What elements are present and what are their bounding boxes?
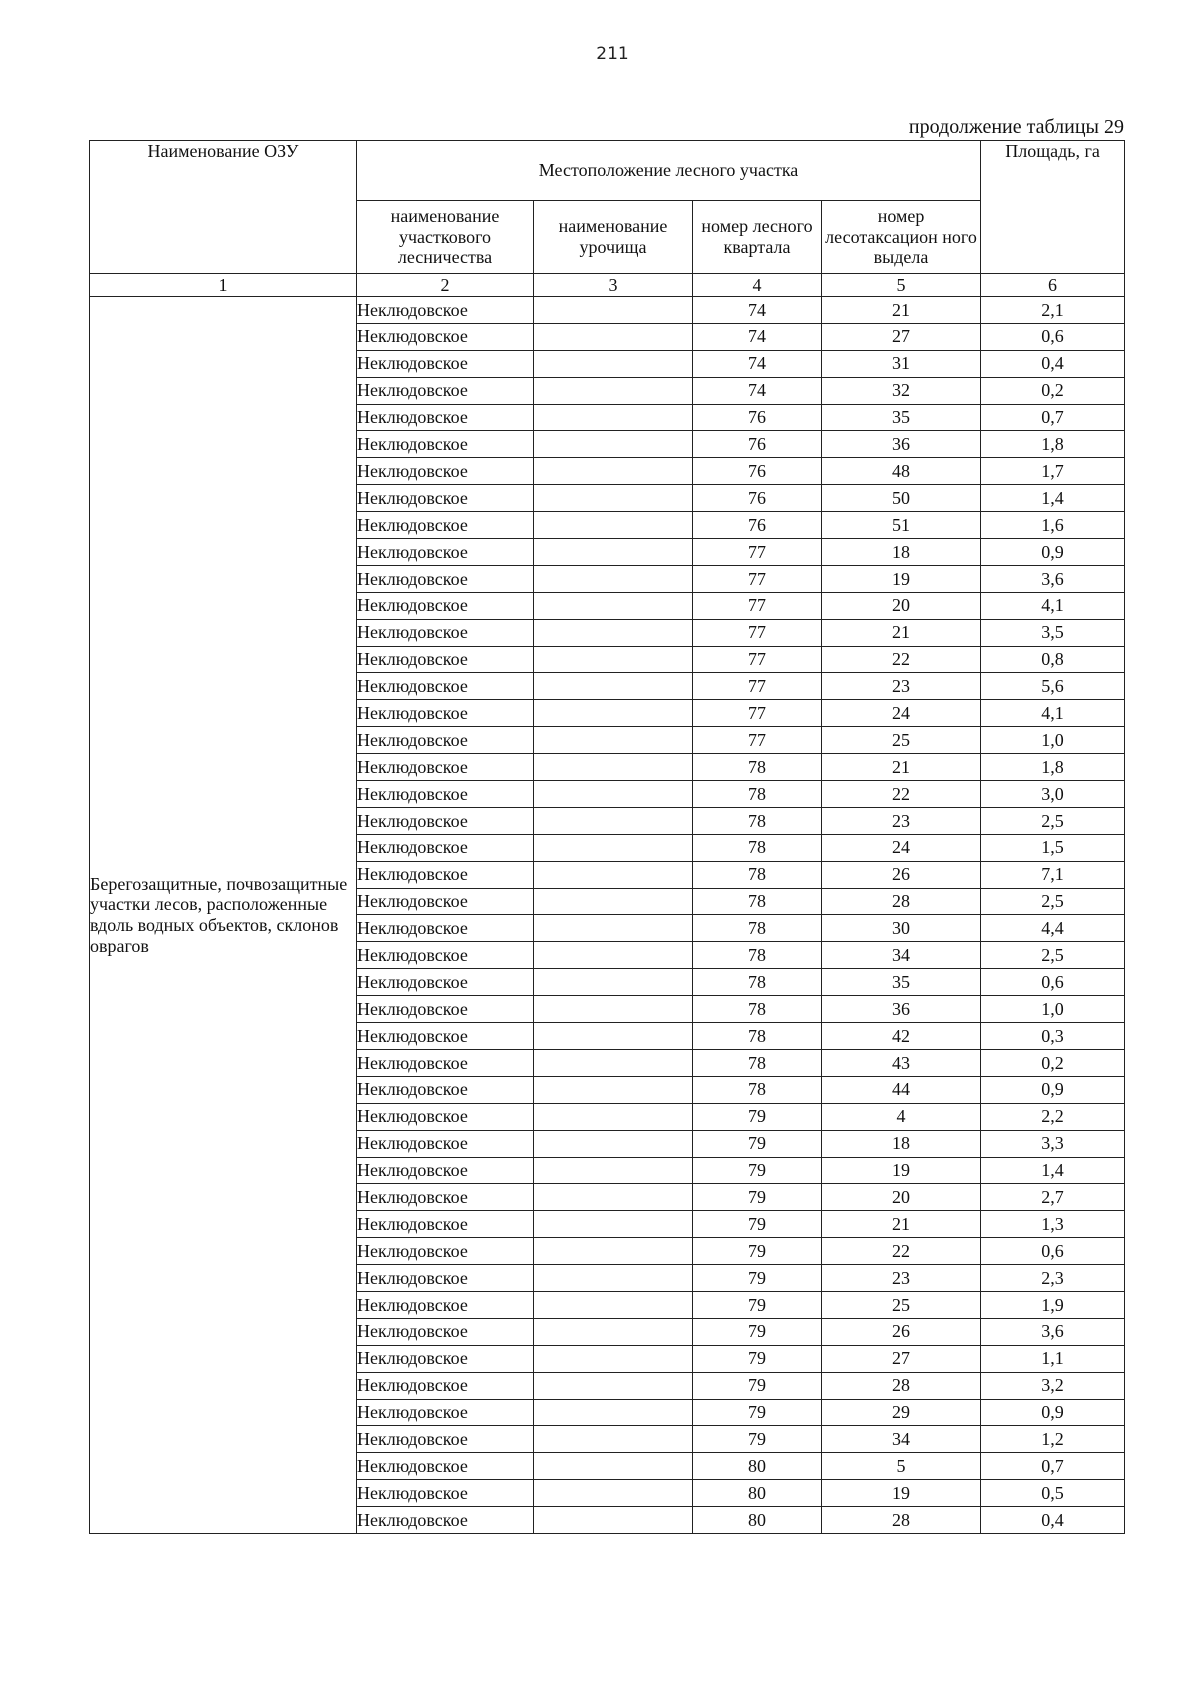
tract-cell — [534, 888, 693, 915]
table-continuation-label: продолжение таблицы 29 — [908, 116, 1124, 138]
section-cell: 28 — [822, 888, 981, 915]
page-number: 211 — [596, 44, 629, 64]
quarter-cell: 74 — [693, 350, 822, 377]
area-cell: 2,7 — [981, 1184, 1125, 1211]
area-cell: 0,7 — [981, 404, 1125, 431]
area-cell: 0,2 — [981, 1049, 1125, 1076]
quarter-cell: 76 — [693, 404, 822, 431]
tract-cell — [534, 996, 693, 1023]
quarter-cell: 77 — [693, 727, 822, 754]
quarter-cell: 78 — [693, 754, 822, 781]
area-cell: 3,6 — [981, 565, 1125, 592]
tract-cell — [534, 781, 693, 808]
tract-cell — [534, 1480, 693, 1507]
tract-cell — [534, 1507, 693, 1534]
area-cell: 4,1 — [981, 592, 1125, 619]
section-cell: 20 — [822, 592, 981, 619]
tract-cell — [534, 1265, 693, 1292]
district-cell: Неклюдовское — [357, 646, 534, 673]
quarter-cell: 78 — [693, 969, 822, 996]
quarter-cell: 78 — [693, 1076, 822, 1103]
header-tract-name: наименование урочища — [534, 201, 693, 274]
header-area: Площадь, га — [981, 141, 1125, 274]
quarter-cell: 78 — [693, 781, 822, 808]
tract-cell — [534, 431, 693, 458]
district-cell: Неклюдовское — [357, 942, 534, 969]
area-cell: 0,6 — [981, 1238, 1125, 1265]
tract-cell — [534, 1157, 693, 1184]
area-cell: 2,5 — [981, 942, 1125, 969]
district-cell: Неклюдовское — [357, 404, 534, 431]
district-cell: Неклюдовское — [357, 512, 534, 539]
section-cell: 24 — [822, 700, 981, 727]
quarter-cell: 74 — [693, 297, 822, 324]
district-cell: Неклюдовское — [357, 377, 534, 404]
district-cell: Неклюдовское — [357, 1480, 534, 1507]
area-cell: 0,9 — [981, 1076, 1125, 1103]
area-cell: 0,9 — [981, 1399, 1125, 1426]
section-cell: 28 — [822, 1507, 981, 1534]
section-cell: 23 — [822, 1265, 981, 1292]
area-cell: 2,5 — [981, 888, 1125, 915]
section-cell: 30 — [822, 915, 981, 942]
column-number: 3 — [534, 274, 693, 297]
district-cell: Неклюдовское — [357, 1372, 534, 1399]
quarter-cell: 78 — [693, 1023, 822, 1050]
district-cell: Неклюдовское — [357, 1211, 534, 1238]
district-cell: Неклюдовское — [357, 807, 534, 834]
district-cell: Неклюдовское — [357, 1076, 534, 1103]
section-cell: 48 — [822, 458, 981, 485]
quarter-cell: 79 — [693, 1345, 822, 1372]
tract-cell — [534, 592, 693, 619]
district-cell: Неклюдовское — [357, 1184, 534, 1211]
area-cell: 0,7 — [981, 1453, 1125, 1480]
quarter-cell: 79 — [693, 1157, 822, 1184]
quarter-cell: 79 — [693, 1211, 822, 1238]
area-cell: 0,5 — [981, 1480, 1125, 1507]
area-cell: 2,2 — [981, 1103, 1125, 1130]
tract-cell — [534, 807, 693, 834]
quarter-cell: 76 — [693, 485, 822, 512]
tract-cell — [534, 323, 693, 350]
area-cell: 1,0 — [981, 727, 1125, 754]
section-cell: 19 — [822, 1157, 981, 1184]
area-cell: 1,0 — [981, 996, 1125, 1023]
quarter-cell: 77 — [693, 700, 822, 727]
district-cell: Неклюдовское — [357, 1399, 534, 1426]
column-number: 2 — [357, 274, 534, 297]
area-cell: 5,6 — [981, 673, 1125, 700]
section-cell: 23 — [822, 673, 981, 700]
tract-cell — [534, 619, 693, 646]
district-cell: Неклюдовское — [357, 1157, 534, 1184]
tract-cell — [534, 458, 693, 485]
section-cell: 44 — [822, 1076, 981, 1103]
column-number: 5 — [822, 274, 981, 297]
district-cell: Неклюдовское — [357, 754, 534, 781]
tract-cell — [534, 861, 693, 888]
area-cell: 0,8 — [981, 646, 1125, 673]
area-cell: 3,3 — [981, 1130, 1125, 1157]
column-number: 6 — [981, 274, 1125, 297]
area-cell: 1,7 — [981, 458, 1125, 485]
tract-cell — [534, 646, 693, 673]
table-body — [90, 297, 1125, 1534]
table-header — [90, 141, 1125, 297]
district-cell: Неклюдовское — [357, 1426, 534, 1453]
quarter-cell: 80 — [693, 1480, 822, 1507]
tract-cell — [534, 404, 693, 431]
tract-cell — [534, 700, 693, 727]
header-quarter-number: номер лесного квартала — [693, 201, 822, 274]
district-cell: Неклюдовское — [357, 1238, 534, 1265]
quarter-cell: 79 — [693, 1238, 822, 1265]
section-cell: 25 — [822, 727, 981, 754]
district-cell: Неклюдовское — [357, 297, 534, 324]
quarter-cell: 77 — [693, 673, 822, 700]
quarter-cell: 76 — [693, 458, 822, 485]
tract-cell — [534, 1453, 693, 1480]
quarter-cell: 77 — [693, 646, 822, 673]
section-cell: 22 — [822, 781, 981, 808]
quarter-cell: 78 — [693, 834, 822, 861]
quarter-cell: 76 — [693, 512, 822, 539]
section-cell: 27 — [822, 1345, 981, 1372]
tract-cell — [534, 834, 693, 861]
column-number: 4 — [693, 274, 822, 297]
area-cell: 0,3 — [981, 1023, 1125, 1050]
quarter-cell: 77 — [693, 565, 822, 592]
area-cell: 0,6 — [981, 323, 1125, 350]
section-cell: 21 — [822, 619, 981, 646]
area-cell: 1,8 — [981, 754, 1125, 781]
section-cell: 22 — [822, 1238, 981, 1265]
area-cell: 1,1 — [981, 1345, 1125, 1372]
header-district-forestry: наименование участкового лесничества — [357, 201, 534, 274]
tract-cell — [534, 539, 693, 566]
district-cell: Неклюдовское — [357, 727, 534, 754]
quarter-cell: 79 — [693, 1291, 822, 1318]
table-row — [90, 297, 1125, 324]
tract-cell — [534, 565, 693, 592]
tract-cell — [534, 1345, 693, 1372]
area-cell: 1,3 — [981, 1211, 1125, 1238]
tract-cell — [534, 1103, 693, 1130]
section-cell: 26 — [822, 1318, 981, 1345]
district-cell: Неклюдовское — [357, 781, 534, 808]
section-cell: 20 — [822, 1184, 981, 1211]
quarter-cell: 80 — [693, 1453, 822, 1480]
area-cell: 1,5 — [981, 834, 1125, 861]
tract-cell — [534, 1399, 693, 1426]
district-cell: Неклюдовское — [357, 1345, 534, 1372]
district-cell: Неклюдовское — [357, 834, 534, 861]
section-cell: 21 — [822, 754, 981, 781]
tract-cell — [534, 350, 693, 377]
area-cell: 1,9 — [981, 1291, 1125, 1318]
district-cell: Неклюдовское — [357, 700, 534, 727]
district-cell: Неклюдовское — [357, 565, 534, 592]
section-cell: 5 — [822, 1453, 981, 1480]
section-cell: 51 — [822, 512, 981, 539]
district-cell: Неклюдовское — [357, 673, 534, 700]
quarter-cell: 77 — [693, 619, 822, 646]
area-cell: 0,9 — [981, 539, 1125, 566]
section-cell: 24 — [822, 834, 981, 861]
quarter-cell: 78 — [693, 942, 822, 969]
area-cell: 4,1 — [981, 700, 1125, 727]
tract-cell — [534, 969, 693, 996]
section-cell: 32 — [822, 377, 981, 404]
tract-cell — [534, 485, 693, 512]
quarter-cell: 79 — [693, 1399, 822, 1426]
district-cell: Неклюдовское — [357, 861, 534, 888]
quarter-cell: 79 — [693, 1426, 822, 1453]
area-cell: 0,4 — [981, 350, 1125, 377]
column-number-row — [90, 274, 1125, 297]
area-cell: 3,5 — [981, 619, 1125, 646]
tract-cell — [534, 727, 693, 754]
header-location-group: Местоположение лесного участка — [357, 141, 981, 201]
district-cell: Неклюдовское — [357, 619, 534, 646]
section-cell: 19 — [822, 565, 981, 592]
district-cell: Неклюдовское — [357, 350, 534, 377]
district-cell: Неклюдовское — [357, 1507, 534, 1534]
section-cell: 26 — [822, 861, 981, 888]
tract-cell — [534, 297, 693, 324]
tract-cell — [534, 673, 693, 700]
quarter-cell: 78 — [693, 888, 822, 915]
district-cell: Неклюдовское — [357, 1103, 534, 1130]
area-cell: 3,6 — [981, 1318, 1125, 1345]
area-cell: 0,4 — [981, 1507, 1125, 1534]
section-cell: 35 — [822, 404, 981, 431]
section-cell: 27 — [822, 323, 981, 350]
section-cell: 34 — [822, 942, 981, 969]
tract-cell — [534, 1238, 693, 1265]
quarter-cell: 79 — [693, 1318, 822, 1345]
tract-cell — [534, 1291, 693, 1318]
district-cell: Неклюдовское — [357, 1291, 534, 1318]
quarter-cell: 79 — [693, 1130, 822, 1157]
area-cell: 0,2 — [981, 377, 1125, 404]
header-section-number: номер лесотаксацион ного выдела — [822, 201, 981, 274]
district-cell: Неклюдовское — [357, 1265, 534, 1292]
district-cell: Неклюдовское — [357, 888, 534, 915]
district-cell: Неклюдовское — [357, 1130, 534, 1157]
ozu-category-cell: Берегозащитные, почвозащитные участки лесов, расположенные вдоль водных объектов, склонов оврагов — [90, 297, 357, 1534]
district-cell: Неклюдовское — [357, 1318, 534, 1345]
section-cell: 18 — [822, 539, 981, 566]
area-cell: 1,6 — [981, 512, 1125, 539]
section-cell: 22 — [822, 646, 981, 673]
area-cell: 1,2 — [981, 1426, 1125, 1453]
section-cell: 36 — [822, 996, 981, 1023]
tract-cell — [534, 942, 693, 969]
section-cell: 29 — [822, 1399, 981, 1426]
tract-cell — [534, 915, 693, 942]
quarter-cell: 78 — [693, 807, 822, 834]
area-cell: 1,8 — [981, 431, 1125, 458]
section-cell: 21 — [822, 297, 981, 324]
quarter-cell: 74 — [693, 377, 822, 404]
district-cell: Неклюдовское — [357, 485, 534, 512]
quarter-cell: 78 — [693, 996, 822, 1023]
district-cell: Неклюдовское — [357, 969, 534, 996]
tract-cell — [534, 512, 693, 539]
area-cell: 2,5 — [981, 807, 1125, 834]
section-cell: 23 — [822, 807, 981, 834]
section-cell: 25 — [822, 1291, 981, 1318]
quarter-cell: 79 — [693, 1372, 822, 1399]
column-number: 1 — [90, 274, 357, 297]
district-cell: Неклюдовское — [357, 1023, 534, 1050]
section-cell: 31 — [822, 350, 981, 377]
district-cell: Неклюдовское — [357, 431, 534, 458]
tract-cell — [534, 1049, 693, 1076]
quarter-cell: 79 — [693, 1265, 822, 1292]
section-cell: 19 — [822, 1480, 981, 1507]
quarter-cell: 79 — [693, 1103, 822, 1130]
quarter-cell: 80 — [693, 1507, 822, 1534]
quarter-cell: 78 — [693, 861, 822, 888]
district-cell: Неклюдовское — [357, 996, 534, 1023]
section-cell: 28 — [822, 1372, 981, 1399]
section-cell: 18 — [822, 1130, 981, 1157]
district-cell: Неклюдовское — [357, 1453, 534, 1480]
district-cell: Неклюдовское — [357, 592, 534, 619]
district-cell: Неклюдовское — [357, 458, 534, 485]
section-cell: 50 — [822, 485, 981, 512]
tract-cell — [534, 754, 693, 781]
area-cell: 0,6 — [981, 969, 1125, 996]
quarter-cell: 78 — [693, 915, 822, 942]
quarter-cell: 77 — [693, 592, 822, 619]
forest-plots-table — [89, 140, 1125, 1534]
tract-cell — [534, 1211, 693, 1238]
area-cell: 7,1 — [981, 861, 1125, 888]
area-cell: 1,4 — [981, 485, 1125, 512]
tract-cell — [534, 1318, 693, 1345]
section-cell: 34 — [822, 1426, 981, 1453]
section-cell: 35 — [822, 969, 981, 996]
area-cell: 3,2 — [981, 1372, 1125, 1399]
section-cell: 21 — [822, 1211, 981, 1238]
quarter-cell: 77 — [693, 539, 822, 566]
district-cell: Неклюдовское — [357, 323, 534, 350]
area-cell: 2,1 — [981, 297, 1125, 324]
section-cell: 36 — [822, 431, 981, 458]
district-cell: Неклюдовское — [357, 1049, 534, 1076]
section-cell: 42 — [822, 1023, 981, 1050]
district-cell: Неклюдовское — [357, 915, 534, 942]
tract-cell — [534, 1023, 693, 1050]
quarter-cell: 79 — [693, 1184, 822, 1211]
section-cell: 43 — [822, 1049, 981, 1076]
quarter-cell: 74 — [693, 323, 822, 350]
tract-cell — [534, 1372, 693, 1399]
header-ozu-name: Наименование ОЗУ — [90, 141, 357, 274]
quarter-cell: 76 — [693, 431, 822, 458]
tract-cell — [534, 1130, 693, 1157]
tract-cell — [534, 1426, 693, 1453]
area-cell: 1,4 — [981, 1157, 1125, 1184]
tract-cell — [534, 1076, 693, 1103]
area-cell: 4,4 — [981, 915, 1125, 942]
district-cell: Неклюдовское — [357, 539, 534, 566]
area-cell: 3,0 — [981, 781, 1125, 808]
section-cell: 4 — [822, 1103, 981, 1130]
tract-cell — [534, 377, 693, 404]
tract-cell — [534, 1184, 693, 1211]
quarter-cell: 78 — [693, 1049, 822, 1076]
area-cell: 2,3 — [981, 1265, 1125, 1292]
